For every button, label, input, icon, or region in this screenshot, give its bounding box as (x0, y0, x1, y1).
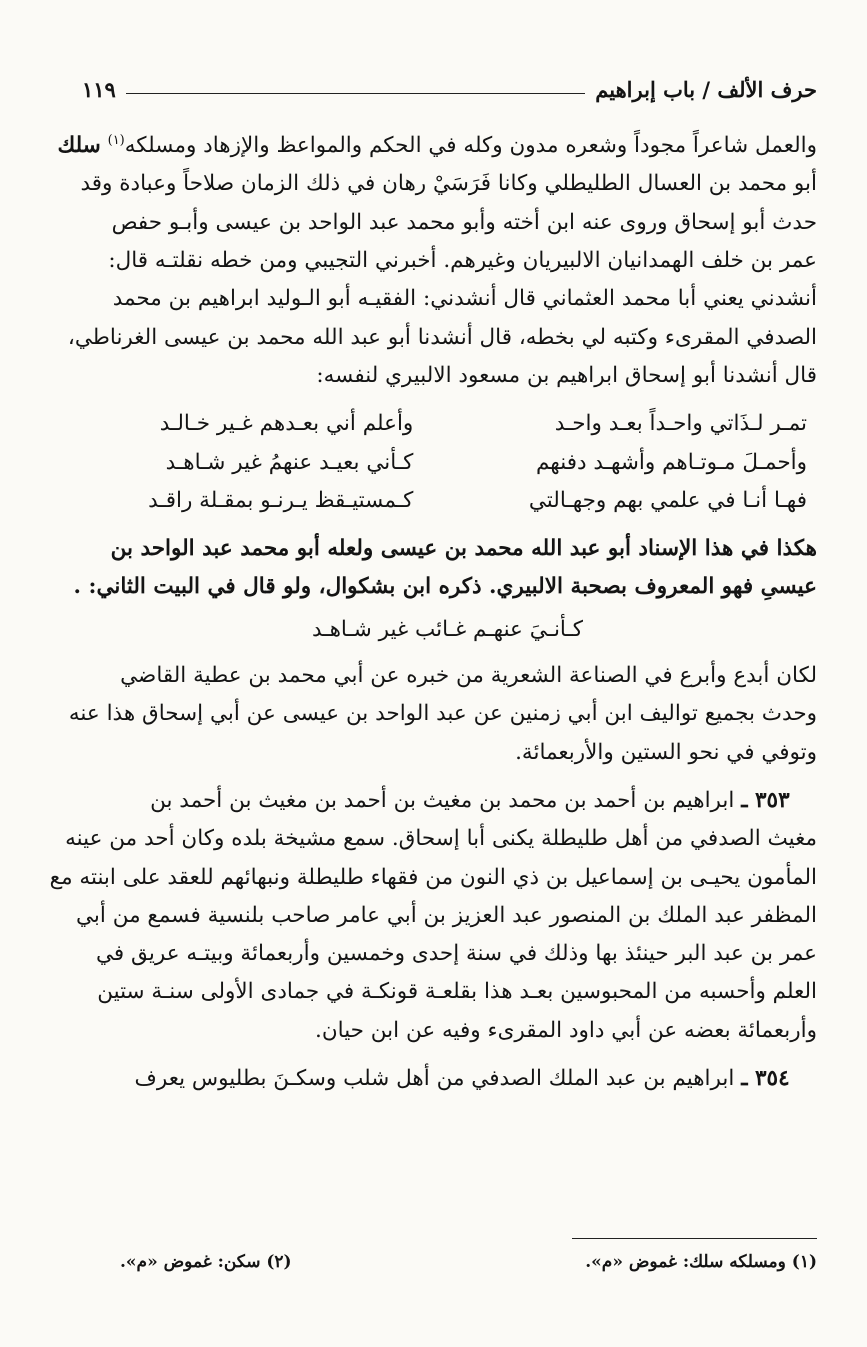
page-number: ١١٩ (82, 76, 116, 102)
text-line: هكذا في هذا الإسناد أبو عبد الله محمد بن عيسى ولعله أبو محمد عبد الواحد بن (110, 536, 817, 562)
verse-hemistich: وأعلم أني بعـدهم غـير خـالـد (159, 411, 414, 437)
footnotes (120, 1252, 817, 1272)
entry-number: ٣٥٤ ـ (741, 1065, 790, 1091)
verse-hemistich: تمـر لـذَاتي واحـداً بعـد واحـد (554, 411, 807, 437)
text-line: العلم وأحسبه من المحبوسين بعـد هذا بقلعـة قونكـة في جمادى الأولى سنـة ستين (97, 979, 817, 1005)
text-line: المظفر عبد الملك بن المنصور عبد العزيز بن أبي عامر صاحب بلنسية فسمع من أبي (75, 902, 817, 928)
text-line: المأمون يحيـى بن إسماعيل بن ذي النون من فقهاء طليطلة ونبهائهم للعقد على ابنته مع (49, 864, 817, 890)
running-header (82, 72, 817, 106)
text-line: وأربعمائة بعضه عن أبي داود المقرىء وفيه عن ابن حيان. (315, 1017, 817, 1043)
text-line: مغيث الصدفي من أهل طليطلة يكنى أبا إسحاق. سمع مشيخة بلده وكان أحد من عينه (65, 826, 817, 852)
text-line: والعمل شاعراً مجوداً وشعره مدون وكله في الحكم والمواعظ والإزهاد ومسلكه$^{(١)}$ سلك (57, 133, 817, 159)
text-line: وتوفي في نحو الستين والأربعمائة. (515, 739, 817, 765)
entry-number: ٣٥٣ ـ (741, 787, 790, 813)
verse-hemistich: فهـا أنـا في علمي بهم وجهـالتي (528, 487, 807, 513)
spacer (78, 520, 817, 530)
text-line: حدث أبو إسحاق وروى عنه ابن أخته وأبو محمد عبد الواحد بن عيسى وأبـو حفص (111, 209, 817, 235)
verse-line (78, 405, 817, 443)
main-text (49, 122, 817, 1098)
text-line: وحدث بجميع تواليف ابن أبي زمنين عن عبد الواحد بن عيسى عن أبي إسحاق هذا عنه (68, 701, 817, 727)
text-line: عمر بن عبد البر حينئذ بها وذلك في سنة إحدى وخمسين وأربعمائة وبيتـه عريق في (95, 941, 817, 967)
verse-hemistich: كـأني بعيـد عنهمُ غير شـاهـد (165, 449, 414, 475)
spacer (78, 395, 817, 405)
entry-354-first-line: ٣٥٤ ـ ابراهيم بن عبد الملك الصدفي من أهل شلب وسكـنَ بطليوس يعرف (134, 1065, 790, 1091)
text-line: لكان أبدع وأبرع في الصناعة الشعرية من خبره عن أبي محمد بن عطية القاضي (120, 663, 817, 689)
spacer (78, 1050, 817, 1060)
verse-single: كـأنـيَ عنهـم غـائب غير شـاهـد (311, 616, 584, 642)
footnote-rule (572, 1238, 817, 1239)
footnote-marker[interactable]: (١) (107, 133, 125, 148)
text-line: أنشدني يعني أبا محمد العثماني قال أنشدني: الفقيـه أبو الـوليد ابراهيم بن محمد (112, 286, 817, 312)
verse-hemistich: وأحمـلَ مـوتـاهم وأشهـد دفنهم (536, 449, 807, 475)
spacer (78, 772, 817, 782)
header-rule (126, 93, 585, 94)
footnote-1: (١) ومسلكه سلك: غموض «م». (585, 1252, 817, 1272)
entry-353-first-line: ٣٥٣ ـ ابراهيم بن أحمد بن محمد بن مغيث بن أحمد بن مغيث بن أحمد بن (150, 787, 790, 813)
verse-hemistich: كـمستيـقظ يـرنـو بمقـلة راقـد (148, 487, 414, 513)
verse-line (78, 482, 817, 520)
text-line: عمر بن خلف الهمدانيان الالبيريان وغيرهم. أخبرني التجيبي ومن خطه نقلتـه قال: (108, 248, 817, 274)
chapter-title: حرف الألف / باب إبراهيم (595, 76, 817, 102)
text-line: عيسىِ فهو المعروف بصحبة الالبيري. ذكره ابن بشكوال، ولو قال في البيت الثاني: . (73, 574, 817, 600)
verse-line (78, 444, 817, 482)
footnote-2: (٢) سكن: غموض «م». (120, 1252, 292, 1272)
text-line: أبو محمد بن العسال الطليطلي وكانا فَرَسَيْ رهان في ذلك الزمان صلاحاً وعبادة وقد (80, 171, 817, 197)
text-line: الصدفي المقرىء وكتبه لي بخطه، قال أنشدنا أبو عبد الله محمد بن عيسى الغرناطي، (67, 324, 817, 350)
text-line: قال أنشدنا أبو إسحاق ابراهيم بن مسعود الالبيري لنفسه: (316, 362, 817, 388)
